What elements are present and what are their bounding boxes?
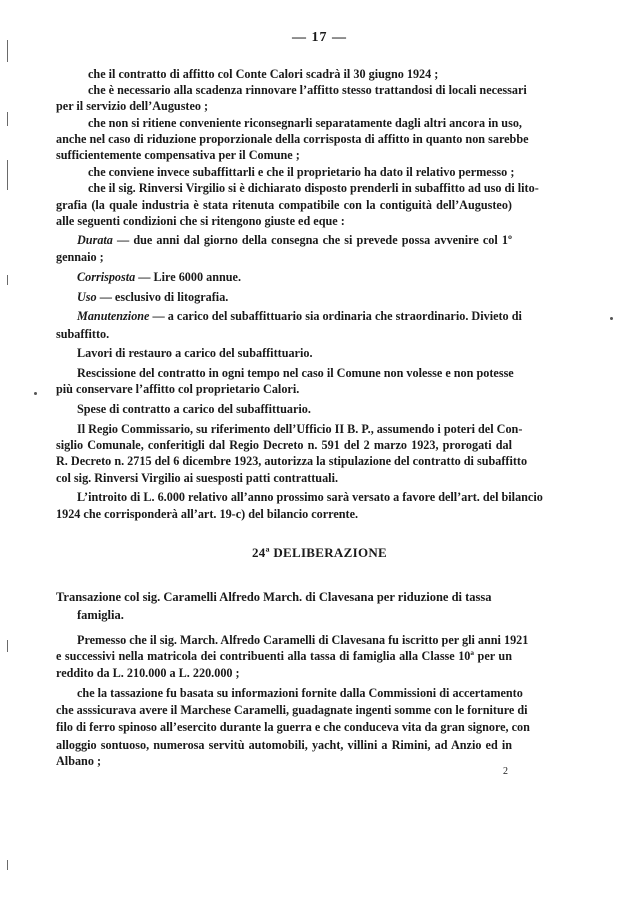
paragraph-line: che la tassazione fu basata su informazioni fornite dalla Commissioni di accertamento [77, 686, 523, 700]
paragraph-line: e successivi nella matricola dei contribuenti alla tassa di famiglia alla Classe 10ª per un [56, 649, 512, 663]
condition-label: Corrisposta [77, 270, 136, 284]
paragraph-line: Premesso che il sig. March. Alfredo Caramelli di Clavesana fu iscritto per gli anni 1921 [77, 633, 529, 647]
paragraph-line: Spese di contratto a carico del subaffittuario. [77, 402, 311, 416]
paragraph-line: col sig. Rinversi Virgilio ai suesposti patti contrattuali. [56, 471, 339, 485]
paragraph-line: Albano ; [56, 754, 102, 768]
margin-mark [7, 275, 8, 285]
margin-mark [7, 112, 8, 126]
condition-text: — a carico del subaffittuario sia ordinaria che straordinario. Divieto di [149, 309, 522, 323]
paragraph-line: anche nel caso di riduzione proporzionale della corrisposta di affitto in quanto non sarebbe [56, 132, 529, 146]
condition-text: — Lire 6000 annue. [135, 270, 241, 284]
signature-mark: 2 [503, 766, 508, 777]
condition-manutenzione [77, 308, 522, 324]
paragraph-line: gennaio ; [56, 250, 104, 264]
paragraph-line: R. Decreto n. 2715 del 6 dicembre 1923, autorizza la stipulazione del contratto di subaffitto [56, 454, 528, 468]
condition-label: Manutenzione [77, 309, 150, 323]
margin-mark [7, 640, 8, 652]
paragraph-line: che asssicurava avere il Marchese Caramelli, guadagnate ingenti somme con le forniture di [56, 703, 528, 717]
paragraph-line: che conviene invece subaffittarli e che il proprietario ha dato il relativo permesso ; [88, 165, 515, 179]
deliberation-title: famiglia. [77, 608, 124, 622]
margin-mark [7, 40, 8, 62]
deliberation-title: Transazione col sig. Caramelli Alfredo March. di Clavesana per riduzione di tassa [56, 590, 492, 604]
paragraph-line: che non si ritiene conveniente riconsegnarli separatamente dagli altri ancora in uso, [88, 116, 522, 130]
paragraph-line: subaffitto. [56, 327, 110, 341]
paragraph-line: 1924 che corrisponderà all’art. 19-c) del bilancio corrente. [56, 507, 359, 521]
paragraph-line: reddito da L. 210.000 a L. 220.000 ; [56, 666, 240, 680]
paragraph-line: più conservare l’affitto col proprietario Calori. [56, 382, 300, 396]
margin-dot [610, 317, 613, 320]
margin-mark [7, 160, 8, 190]
paragraph-line: Il Regio Commissario, su riferimento dell’Ufficio II B. P., assumendo i poteri del Con- [77, 422, 523, 436]
paragraph-line: alloggio sontuoso, numerosa servitù automobili, yacht, villini a Rimini, ad Anzio ed in [56, 738, 512, 752]
condition-uso [77, 289, 228, 305]
paragraph-line: siglio Comunale, conferitigli dal Regio Decreto n. 591 del 2 marzo 1923, prorogati dal [56, 438, 512, 452]
paragraph-line: che il sig. Rinversi Virgilio si è dichiarato disposto prenderli in subaffitto ad uso di lito- [88, 181, 539, 195]
paragraph-line: che il contratto di affitto col Conte Calori scadrà il 30 giugno 1924 ; [88, 67, 439, 81]
paragraph-line: sufficientemente compensativa per il Comune ; [56, 148, 300, 162]
page-number: — 17 — [292, 30, 347, 45]
paragraph-line: L’introito di L. 6.000 relativo all’anno prossimo sarà versato a favore dell’art. del bilancio [77, 490, 543, 504]
paragraph-line: che è necessario alla scadenza rinnovare l’affitto stesso trattandosi di locali necessari [88, 83, 527, 97]
paragraph-line: filo di ferro spinoso all’esercito durante la guerra e che conduceva vita da gran signore, con [56, 720, 530, 734]
condition-label: Uso [77, 290, 97, 304]
margin-dot [34, 392, 37, 395]
margin-mark [7, 860, 8, 870]
paragraph-line: grafia (la quale industria è stata ritenuta compatibile con la contiguità dell’Augusteo) [56, 198, 512, 212]
condition-corrisposta [77, 269, 241, 285]
paragraph-line: per il servizio dell’Augusteo ; [56, 99, 209, 113]
condition-text: — due anni dal giorno della consegna che si prevede possa avvenire col 1º [112, 233, 512, 247]
paragraph-line: Rescissione del contratto in ogni tempo nel caso il Comune non volesse e non potesse [77, 366, 514, 380]
deliberation-heading: 24ª DELIBERAZIONE [251, 545, 388, 560]
condition-label: Durata [77, 233, 113, 247]
condition-durata [77, 232, 512, 248]
paragraph-line: alle seguenti condizioni che si ritengono giuste ed eque : [56, 214, 345, 228]
paragraph-line: Lavori di restauro a carico del subaffittuario. [77, 346, 313, 360]
condition-text: — esclusivo di litografia. [96, 290, 229, 304]
